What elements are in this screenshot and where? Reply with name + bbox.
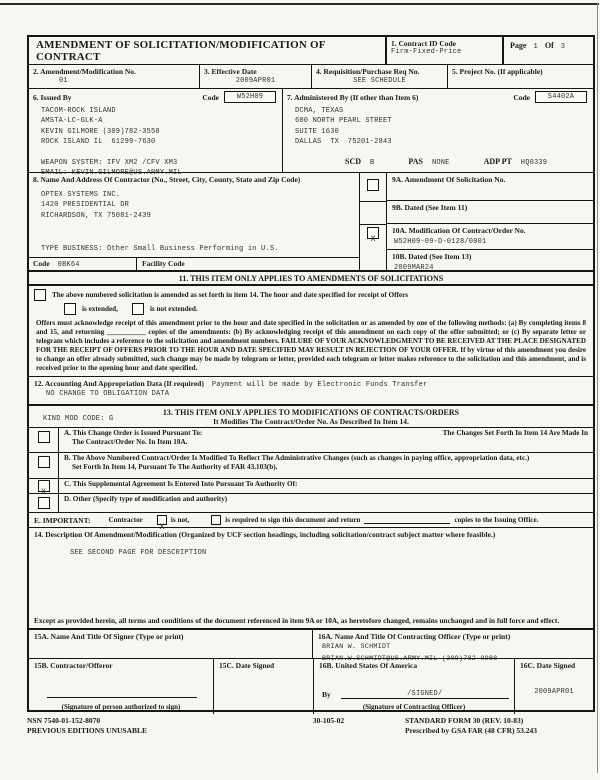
address-line: TACOM-ROCK ISLAND: [41, 107, 116, 115]
section-12: [29, 376, 593, 404]
sf30-form: [27, 35, 595, 712]
signer-name-row: [29, 628, 593, 663]
x-mark: X: [370, 235, 376, 244]
address-line: DALLAS TX 75201-2843: [295, 138, 392, 147]
issued-by-address: [41, 106, 278, 148]
section-14-value: SEE SECOND PAGE FOR DESCRIPTION: [70, 549, 207, 557]
by-label: By: [322, 690, 331, 699]
requisition-value: SEE SCHEDULE: [353, 77, 406, 85]
mod-d-text: D. Other (Specify type of modification and authority): [64, 495, 228, 503]
section-13-banner-row: [29, 404, 593, 427]
scd-label: SCD: [345, 157, 362, 166]
item-16c-label: 16C. Date Signed: [520, 661, 576, 670]
requisition-label: 4. Requisition/Purchase Req No.: [316, 67, 420, 76]
checkbox-mod-a[interactable]: [38, 431, 50, 443]
scan-edge-right: [597, 3, 598, 773]
facility-code-label: Facility Code: [142, 259, 185, 268]
issued-by-code-value: W52H09: [224, 91, 276, 103]
x-mark: X: [41, 488, 46, 497]
contract-id-label: 1. Contract ID Code: [391, 39, 456, 48]
form-header-row: [29, 37, 593, 64]
contractor-address: [41, 190, 355, 221]
mod-b-text: B. The Above Numbered Contract/Order Is Modified To Reflect The Administrative Changes (such as changes in paying office, appropriation data, etc.): [64, 454, 530, 462]
amendment-no-value: 01: [59, 77, 68, 85]
item-15c-label: 15C. Date Signed: [219, 661, 275, 670]
mod-row-b: [29, 452, 593, 478]
mod-row-a: [29, 427, 593, 452]
checkbox-solicitation-amended[interactable]: [34, 289, 46, 301]
prescribed-by-note: Prescribed by GSA FAR (48 CFR) 53.243: [405, 726, 538, 735]
item-15a-cell: [29, 630, 313, 658]
item-16b-cell: [314, 659, 515, 714]
scd-pas-adp-line: [345, 157, 547, 167]
form-title: AMENDMENT OF SOLICITATION/MODIFICATION OF CONTRACT: [36, 38, 326, 63]
address-line: ROCK ISLAND IL 61299-7630: [41, 138, 156, 147]
checkbox-column: [359, 173, 387, 270]
contract-id-value: Firm-Fixed-Price: [391, 48, 462, 56]
terms-unchanged-text: Except as provided herein, all terms and conditions of the document referenced in item 9A or 10A, as heretofore changed, remains unchanged and in full force and effect.: [34, 616, 560, 625]
item-10a-value: W52H09-09-D-0128/0001: [394, 238, 487, 246]
mod-c-text: C. This Supplemental Agreement Is Entered Into Pursuant To Authority Of:: [64, 480, 298, 488]
items-9-10-column: [387, 173, 593, 270]
section-12-value: Payment will be made by Electronic Funds Transfer: [211, 381, 428, 389]
item-16a-label: 16A. Name And Title Of Contracting Officer (Type or print): [318, 632, 511, 641]
item-16b-label: 16B. United States Of America: [319, 661, 418, 670]
section-11-banner-row: [29, 270, 593, 284]
mod-row-e: [29, 512, 593, 532]
item-16b-sub-label: (Signature of Contracting Officer): [362, 703, 466, 711]
page-of-label: Of: [544, 41, 554, 50]
email-line: EMAIL: KEVIN.GILMORE@US.ARMY.MIL: [41, 169, 182, 178]
is-not-extended-label: is not extended.: [149, 304, 198, 313]
is-not-label: is not,: [170, 515, 190, 524]
item-10b-value: 2009MAR24: [394, 264, 434, 272]
section-12-value2: NO CHANGE TO OBLIGATION DATA: [46, 390, 170, 398]
contracting-officer-signature: /SIGNED/: [341, 690, 509, 699]
section-14-label: 14. Description Of Amendment/Modification (Organized by UCF section headings, including solicitation/contract subject matter where feasible.): [34, 530, 496, 539]
item-15b-label: 15B. Contractor/Offeror: [34, 661, 113, 670]
issued-by-code-label: Code: [202, 92, 219, 102]
project-no-label: 5. Project No. (If applicable): [452, 67, 543, 76]
section-11-body: [29, 284, 593, 376]
title-cell: [29, 37, 385, 64]
item-9a-cell: [387, 173, 593, 201]
page-total: 3: [560, 43, 566, 51]
weapon-system-line: WEAPON SYSTEM: IFV XM2 /CFV XM3: [41, 158, 178, 167]
scan-edge-top: [0, 3, 599, 5]
page-current: 1: [533, 43, 538, 51]
address-line: OPTEX SYSTEMS INC.: [41, 191, 121, 199]
address-line: 600 NORTH PEARL STREET: [295, 117, 392, 126]
checkbox-is-not-extended[interactable]: [132, 303, 144, 315]
contractor-cell: [29, 173, 359, 270]
section-13-banner2: It Modifies The Contract/Order No. As Described In Item 14.: [213, 417, 409, 426]
mod-a-text: A. This Change Order is Issued Pursuant To:: [64, 429, 203, 437]
requisition-cell: [311, 65, 447, 88]
x-mark: X: [159, 523, 165, 532]
checkbox-10a[interactable]: [367, 227, 379, 244]
contractor-code-value: 0BK64: [57, 261, 80, 269]
checkbox-is-extended[interactable]: [64, 303, 76, 315]
administered-by-address: [295, 106, 589, 148]
checkbox-9a[interactable]: [367, 179, 379, 191]
checkbox-is-required[interactable]: [211, 515, 221, 525]
mod-a-right-text: The Changes Set Forth In Item 14 Are Made In: [442, 429, 588, 437]
amendment-no-cell: [29, 65, 199, 88]
page-cell: [502, 37, 593, 64]
item-10a-cell: [387, 224, 593, 250]
mod-b-text2: Set Forth In Item 14, Pursuant To The Authority of FAR 43.103(b).: [72, 462, 278, 471]
contract-id-cell: [385, 37, 502, 64]
contracting-officer-email: BRIAN.W.SCHMIDT@US.ARMY.MIL (309)782-0988: [322, 654, 498, 663]
mod-row-c: [29, 478, 593, 497]
previous-editions-note: PREVIOUS EDITIONS UNUSABLE: [27, 726, 148, 735]
pas-label: PAS: [408, 157, 423, 166]
kind-mod-code: KIND MOD CODE: G: [43, 415, 114, 423]
divider: [360, 201, 386, 202]
effective-date-value: 2009APR01: [235, 77, 276, 85]
section-11-line1: The above numbered solicitation is amended as set forth in item 14. The hour and date specified for receipt of Offers: [52, 291, 409, 299]
is-required-label: is required to sign this document and return: [225, 515, 361, 524]
address-line: KEVIN GILMORE (309)782-3558: [41, 127, 160, 136]
checkbox-mod-d[interactable]: [38, 497, 50, 509]
section-11-paragraph: Offers must acknowledge receipt of this amendment prior to the hour and date specified in the solicitation or as amended by one of the following methods: (a) By completing items 8 and 15, and returning ___________ copies of the amendments: (b) By acknowledging receipt of this amendment on each copy of the offer submitted; or (c) By separate letter or telegram which includes a reference to the solicitation and amendment numbers. FAILURE OF YOUR ACKNOWLEDGMENT TO BE RECEIVED AT THE PLACE DESIGNATED FOR THE RECEIPT OF OFFERS PRIOR TO THE HOUR AND DATE SPECIFIED MAY RESULT IN REJECTION OF YOUR OFFER. If by virtue of this amendment you desire to change an offer already submitted, such change may be made by telegram or letter, provided each telegram or letter makes reference to the solicitation and this amendment, and is received prior to the opening hour and date specified.: [36, 319, 586, 372]
row-items-6-7: [29, 88, 593, 178]
item-15a-label: 15A. Name And Title Of Signer (Type or print): [34, 632, 184, 641]
item-15b-sub-label: (Signature of person authorized to sign): [61, 703, 181, 711]
item-10b-cell: [387, 250, 593, 270]
checkbox-is-not[interactable]: [157, 515, 167, 532]
item-15b-cell: [29, 659, 214, 714]
address-line: AMSTA-LC-GLK-A: [41, 117, 103, 126]
checkbox-mod-c[interactable]: [38, 480, 50, 497]
form-code: 30-105-02: [312, 716, 345, 725]
type-business-line: TYPE BUSINESS: Other Small Business Performing in U.S.: [41, 245, 279, 253]
item-9b-label: 9B. Dated (See Item 11): [392, 203, 468, 212]
contractor-word: Contractor: [108, 515, 143, 524]
item-16a-cell: [313, 630, 593, 663]
amendment-no-label: 2. Amendment/Modification No.: [33, 67, 136, 76]
effective-date-cell: [199, 65, 311, 88]
nsn-number: NSN 7540-01-152-8070: [27, 716, 101, 725]
item-16c-value: 2009APR01: [534, 688, 574, 696]
divider: [360, 224, 386, 225]
issued-by-cell: [29, 89, 282, 178]
item-9a-label: 9A. Amendment Of Solicitation No.: [392, 175, 506, 184]
project-no-cell: [447, 65, 593, 88]
adp-pt-label: ADP PT: [483, 157, 512, 166]
contracting-officer-name: BRIAN W. SCHMIDT: [322, 643, 391, 651]
item-15c-cell: [214, 659, 314, 714]
important-label: E. IMPORTANT:: [34, 515, 91, 525]
row-items-2-5: [29, 64, 593, 88]
address-line: DCMA, TEXAS: [295, 107, 344, 115]
contractor-signature-line: [47, 697, 197, 698]
administered-by-code-value: S4402A: [535, 91, 587, 103]
pas-value: NONE: [431, 159, 450, 167]
section-11-banner: 11. THIS ITEM ONLY APPLIES TO AMENDMENTS OF SOLICITATIONS: [178, 274, 444, 283]
standard-form-name: STANDARD FORM 30 (REV. 10-83): [405, 716, 524, 725]
contractor-code-row: [29, 257, 359, 270]
copies-blank: [364, 516, 450, 524]
is-extended-label: is extended,: [82, 304, 118, 313]
signature-row: [29, 658, 593, 714]
adp-pt-value: HQ0339: [520, 159, 548, 167]
checkbox-mod-b[interactable]: [38, 456, 50, 468]
section-13-banner1: 13. THIS ITEM ONLY APPLIES TO MODIFICATIONS OF CONTRACTS/ORDERS: [162, 408, 460, 417]
item-10a-label: 10A. Modification Of Contract/Order No.: [392, 226, 526, 235]
administered-by-label: 7. Administered By (If other than Item 6): [287, 92, 419, 102]
section-12-label: 12. Accounting And Appropriation Data (If required): [34, 379, 204, 388]
issued-by-label: 6. Issued By: [33, 92, 72, 102]
address-line: RICHARDSON, TX 75081-2439: [41, 211, 152, 220]
scd-value: B: [370, 159, 375, 167]
item-9b-cell: [387, 201, 593, 224]
administered-by-cell: [282, 89, 593, 172]
effective-date-label: 3. Effective Date: [204, 67, 257, 76]
mod-row-d: [29, 493, 593, 512]
item-10b-label: 10B. Dated (See Item 13): [392, 252, 472, 261]
page-footer: [27, 716, 595, 736]
address-line: 1420 PRESIDENTIAL DR: [41, 201, 130, 210]
item-16c-cell: [515, 659, 593, 714]
administered-by-code-label: Code: [513, 92, 530, 102]
section-14: [29, 527, 593, 628]
contractor-label: 8. Name And Address Of Contractor (No., Street, City, County, State and Zip Code): [33, 175, 301, 184]
page-label: Page: [510, 41, 527, 50]
copies-label: copies to the Issuing Office.: [454, 515, 539, 524]
address-line: SUITE 1630: [295, 127, 340, 136]
row-items-8-10: [29, 172, 593, 270]
contractor-code-label: Code: [33, 259, 50, 268]
mod-a-text2: The Contract/Order No. In Item 10A.: [72, 437, 188, 446]
